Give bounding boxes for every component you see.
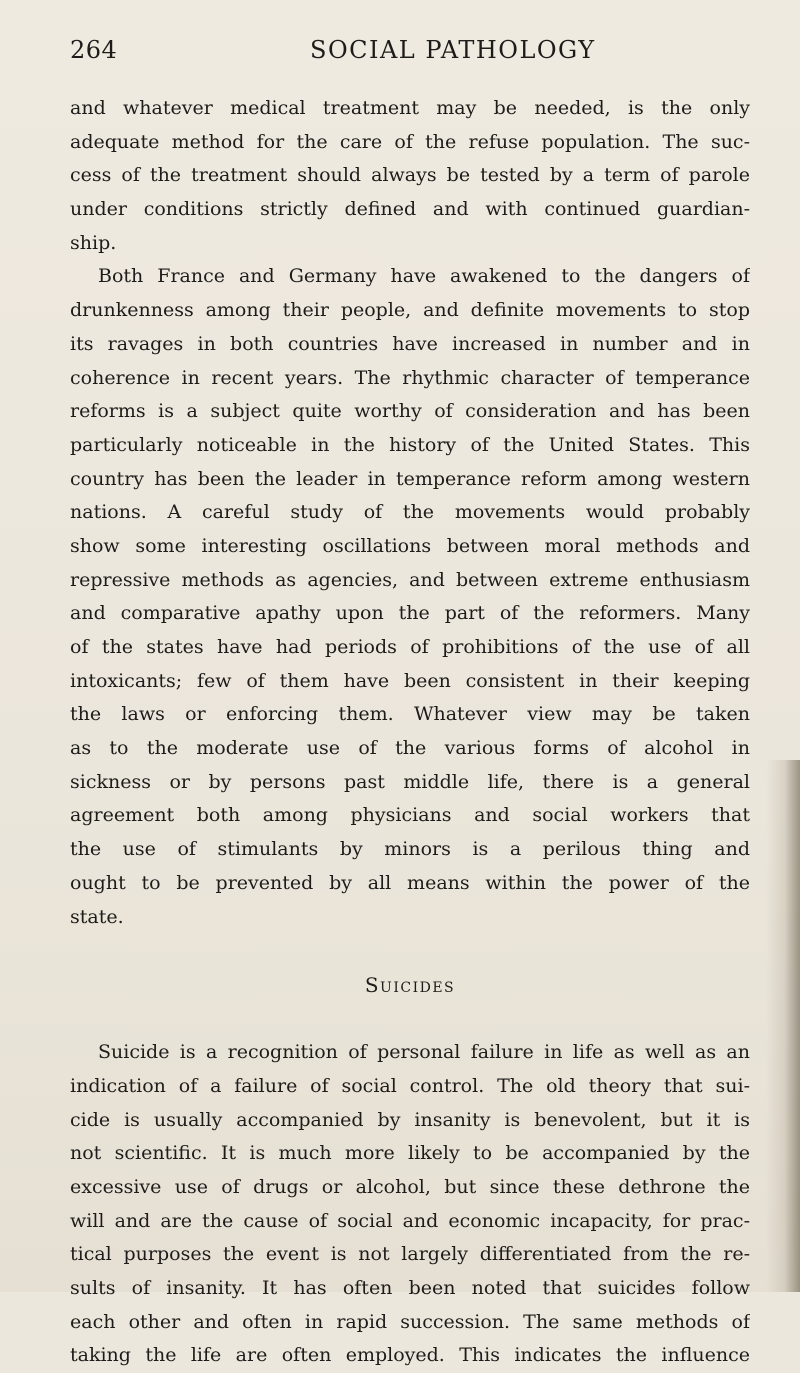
text-line: ship. <box>70 231 117 254</box>
text-line: excessive use of drugs or alcohol, but since these dethrone the <box>70 1175 750 1198</box>
text-line: each other and often in rapid succession. The same methods of <box>70 1310 750 1333</box>
text-line: Suicide is a recognition of personal failure in life as well as an <box>98 1041 750 1064</box>
text-line: intoxicants; few of them have been consistent in their keeping <box>70 669 750 692</box>
text-line: Both France and Germany have awakened to the dangers of <box>98 265 750 288</box>
paragraph <box>70 92 750 260</box>
text-line: agreement both among physicians and social workers that <box>70 804 750 827</box>
text-line: the laws or enforcing them. Whatever view may be taken <box>70 703 750 726</box>
paragraph <box>70 260 750 934</box>
page-header <box>70 36 750 76</box>
text-line: repressive methods as agencies, and between extreme enthusiasm <box>70 568 750 591</box>
page-number: 264 <box>70 36 118 64</box>
text-line: its ravages in both countries have increased in number and in <box>70 332 750 355</box>
text-line: under conditions strictly defined and with continued guardian- <box>70 198 750 221</box>
text-line: sults of insanity. It has often been noted that suicides follow <box>70 1277 750 1299</box>
text-line: will and are the cause of social and economic incapacity, for prac- <box>70 1209 750 1232</box>
text-line: the use of stimulants by minors is a perilous thing and <box>70 838 750 861</box>
text-line: sickness or by persons past middle life, there is a general <box>70 770 750 793</box>
text-line: of the states have had periods of prohibitions of the use of all <box>70 636 750 658</box>
text-line: ought to be prevented by all means within the power of the <box>70 871 750 894</box>
text-line: adequate method for the care of the refuse population. The suc- <box>70 130 750 153</box>
text-line: tical purposes the event is not largely differentiated from the re- <box>70 1243 750 1266</box>
text-line: and whatever medical treatment may be needed, is the only <box>70 97 750 119</box>
text-line: show some interesting oscillations between moral methods and <box>70 534 750 557</box>
running-head: SOCIAL PATHOLOGY <box>310 36 596 64</box>
body-text <box>70 92 750 1373</box>
text-line: cide is usually accompanied by insanity is benevolent, but it is <box>70 1108 750 1131</box>
text-line: not scientific. It is much more likely to be accompanied by the <box>70 1142 750 1165</box>
text-line: cess of the treatment should always be tested by a term of parole <box>70 164 750 187</box>
section-heading: Suicides <box>364 973 456 998</box>
text-line: country has been the leader in temperance reform among western <box>70 467 750 490</box>
page-edge-shadow <box>766 760 800 1292</box>
text-line: particularly noticeable in the history of the United States. This <box>70 433 750 456</box>
paragraph <box>70 1036 750 1373</box>
text-line: and comparative apathy upon the part of the reformers. Many <box>70 602 750 625</box>
text-line: drunkenness among their people, and definite movements to stop <box>70 299 750 322</box>
text-line: coherence in recent years. The rhythmic character of temperance <box>70 366 750 389</box>
text-line: nations. A careful study of the movements would probably <box>70 501 750 524</box>
text-line: taking the life are often employed. This indicates the influence <box>70 1344 750 1367</box>
text-line: indication of a failure of social control. The old theory that sui- <box>70 1074 750 1097</box>
text-line: as to the moderate use of the various forms of alcohol in <box>70 737 750 760</box>
text-line: reforms is a subject quite worthy of consideration and has been <box>70 400 750 423</box>
text-line: state. <box>70 905 124 928</box>
